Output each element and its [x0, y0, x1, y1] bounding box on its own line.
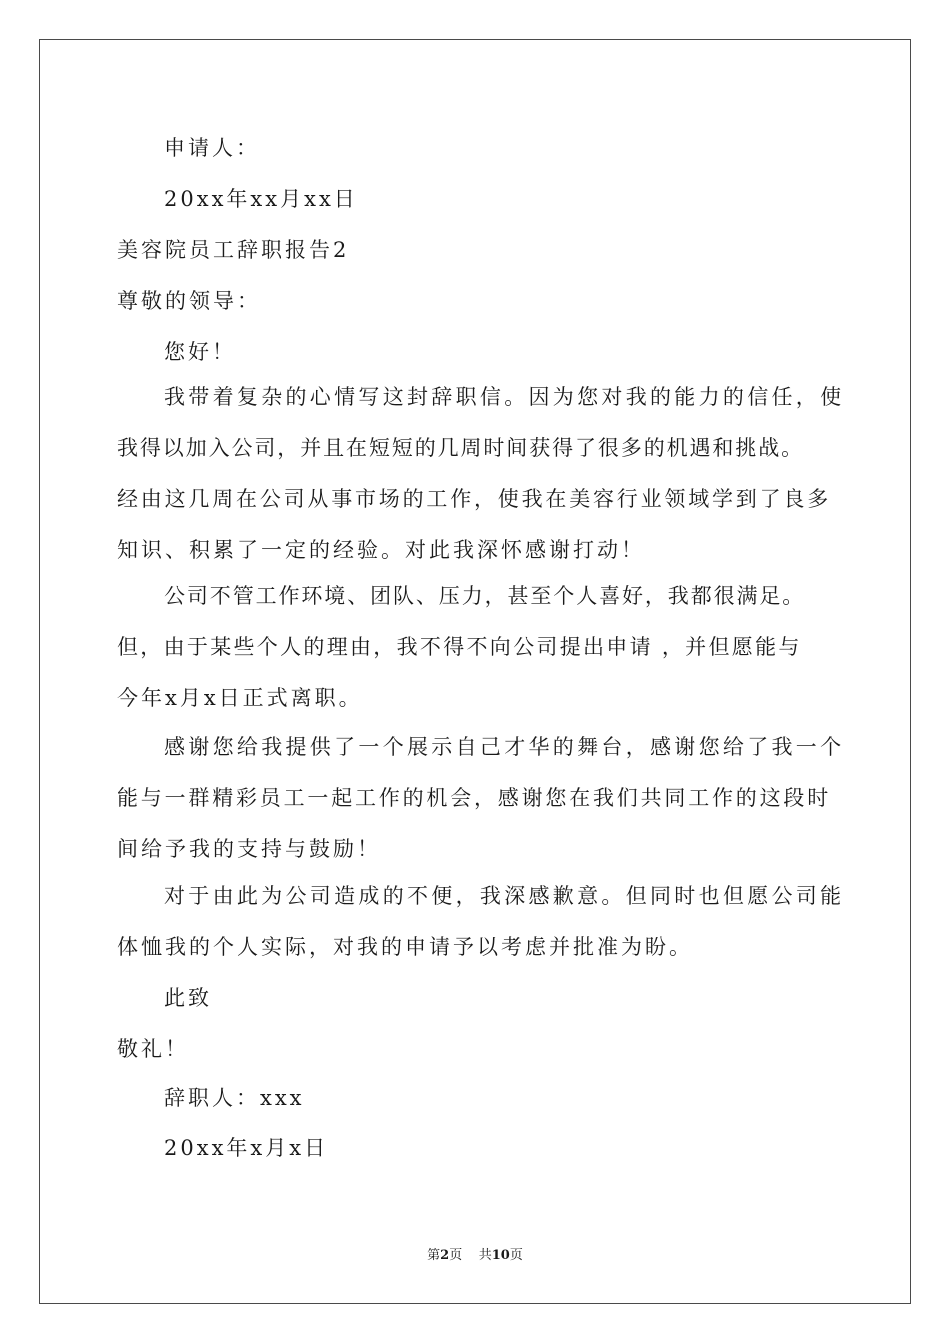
paragraph-3-line-1: 感谢您给我提供了一个展示自己才华的舞台，感谢您给了我一个 — [164, 735, 845, 759]
paragraph-2-line-3: 今年x月x日正式离职。 — [117, 686, 363, 710]
applicant-date: 20xx年xx月xx日 — [164, 187, 358, 211]
paragraph-1-line-2: 我得以加入公司，并且在短短的几周时间获得了很多的机遇和挑战。 — [117, 436, 804, 460]
paragraph-2-line-1: 公司不管工作环境、团队、压力，甚至个人喜好，我都很满足。 — [164, 584, 806, 608]
paragraph-1-line-3: 经由这几周在公司从事市场的工作，使我在美容行业领域学到了良多 — [117, 487, 831, 511]
page-number: 第2页 — [427, 1248, 463, 1263]
paragraph-2-line-2: 但，由于某些个人的理由，我不得不向公司提出申请 ，并但愿能与 — [117, 635, 802, 659]
paragraph-3-line-2: 能与一群精彩员工一起工作的机会，感谢您在我们共同工作的这段时 — [117, 786, 831, 810]
signer: 辞职人：xxx — [164, 1086, 305, 1110]
applicant-label: 申请人： — [164, 136, 260, 160]
greeting: 您好！ — [164, 340, 236, 364]
closing-salute: 敬礼！ — [117, 1037, 189, 1061]
salutation: 尊敬的领导： — [117, 289, 261, 313]
paragraph-4-line-2: 体恤我的个人实际，对我的申请予以考虑并批准为盼。 — [117, 935, 693, 959]
paragraph-4-line-1: 对于由此为公司造成的不便，我深感歉意。但同时也但愿公司能 — [164, 884, 845, 908]
signing-date: 20xx年x月x日 — [164, 1136, 329, 1160]
closing-phrase: 此致 — [164, 986, 212, 1010]
page-border — [39, 39, 911, 1304]
document-title: 美容院员工辞职报告2 — [117, 238, 350, 262]
page-footer — [0, 1247, 950, 1265]
paragraph-1-line-1: 我带着复杂的心情写这封辞职信。因为您对我的能力的信任，使 — [164, 385, 845, 409]
paragraph-1-line-4: 知识、积累了一定的经验。对此我深怀感谢打动！ — [117, 538, 645, 562]
paragraph-3-line-3: 间给予我的支持与鼓励！ — [117, 837, 381, 861]
page-total: 共10页 — [478, 1248, 523, 1263]
